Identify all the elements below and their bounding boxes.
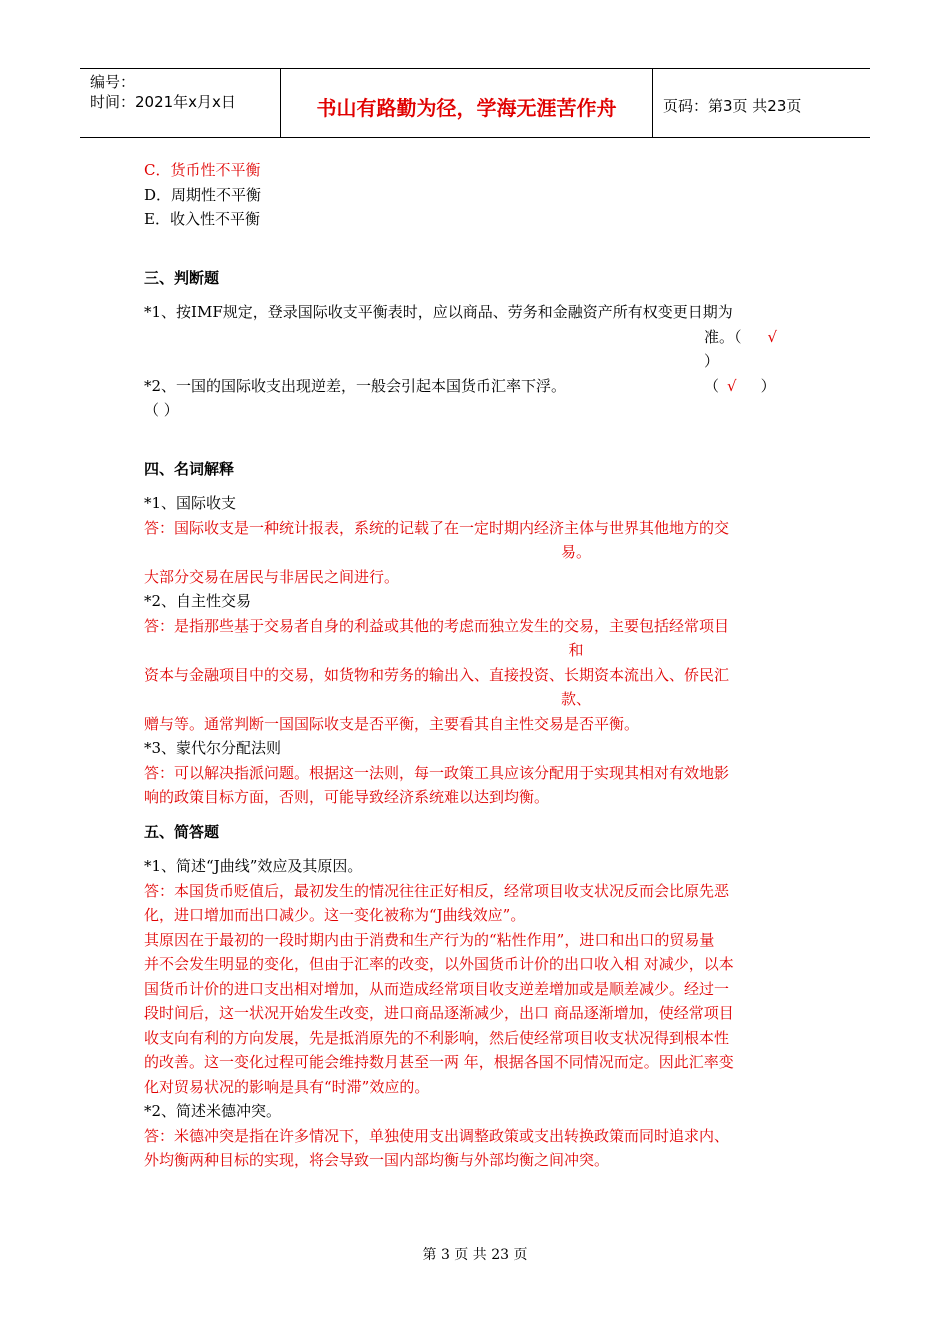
judgment-q1-answer <box>144 325 808 350</box>
short-q1-title: *1、简述“J曲线”效应及其原因。 <box>144 857 363 875</box>
judgment-q2-open: （ <box>704 376 720 395</box>
judgment-q1-check: √ <box>767 327 778 346</box>
judgment-q2-row <box>144 374 808 399</box>
term-q2-answer-wrap-2: 款、 <box>560 690 591 708</box>
judgment-q2-blank: （ ） <box>144 401 179 419</box>
judgment-q1: *1、按IMF规定，登录国际收支平衡表时，应以商品、劳务和金融资产所有权变更日期为 <box>144 303 733 321</box>
document-body <box>144 158 808 1173</box>
term-q1-answer-1: 答：国际收支是一种统计报表，系统的记载了在一定时期内经济主体与世界其他地方的交 <box>144 518 730 537</box>
judgment-q2-close: ） <box>760 376 776 395</box>
short-q1-line: 的改善。这一变化过程可能会维持数月甚至一两 年，根据各国不同情况而定。因此汇率变 <box>144 1053 734 1071</box>
judgment-q1-close: ） <box>704 352 720 370</box>
page-header <box>80 68 870 138</box>
choice-c: C．货币性不平衡 <box>144 161 261 179</box>
term-q2-answer-3: 赠与等。通常判断一国国际收支是否平衡，主要看其自主性交易是否平衡。 <box>144 714 640 733</box>
short-q1-line: 段时间后，这一状况开始发生改变，进口商品逐渐减少，出口 商品逐渐增加，使经常项目 <box>144 1004 734 1022</box>
header-page-info: 页码：第3页 共23页 <box>663 96 802 115</box>
term-q1-answer-2: 大部分交易在居民与非居民之间进行。 <box>144 567 400 586</box>
judgment-q1-tail: 准。（ <box>704 327 742 346</box>
short-q1-line: 答：本国货币贬值后，最初发生的情况往往正好相反，经常项目收支状况反而会比原先恶 <box>144 881 730 900</box>
judgment-q2-check: √ <box>727 376 737 395</box>
term-q2-answer-wrap-1: 和 <box>568 641 584 659</box>
short-q1-line: 其原因在于最初的一段时期内由于消费和生产行为的“粘性作用”，进口和出口的贸易量 <box>144 930 715 949</box>
short-q1-line: 国货币计价的进口支出相对增加，从而造成经常项目收支逆差增加或是顺差减少。经过一 <box>144 979 730 998</box>
section-title-short-answer: 五、简答题 <box>144 822 220 841</box>
document-time-label: 时间：2021年x月x日 <box>90 93 236 111</box>
term-q2-title: *2、自主性交易 <box>144 592 252 610</box>
short-q2-line: 外均衡两种目标的实现，将会导致一国内部均衡与外部均衡之间冲突。 <box>144 1151 610 1169</box>
term-q3-answer-1: 答：可以解决指派问题。根据这一法则，每一政策工具应该分配用于实现其相对有效地影 <box>144 763 730 782</box>
term-q1-title: *1、国际收支 <box>144 494 237 512</box>
page-footer: 第 3 页 共 23 页 <box>422 1247 528 1263</box>
header-meta <box>80 69 281 137</box>
short-q1-line: 收支向有利的方向发展，先是抵消原先的不利影响，然后使经常项目收支状况得到根本性 <box>144 1028 730 1047</box>
term-q1-answer-wrap: 易。 <box>560 543 591 561</box>
short-q1-line: 化对贸易状况的影响是具有“时滞”效应的。 <box>144 1077 430 1096</box>
term-q2-answer-1: 答：是指那些基于交易者自身的利益或其他的考虑而独立发生的交易，主要包括经常项目 <box>144 616 730 635</box>
short-q2-line: 答：米德冲突是指在许多情况下，单独使用支出调整政策或支出转换政策而同时追求内、 <box>144 1126 730 1145</box>
header-motto: 书山有路勤为径，学海无涯苦作舟 <box>281 69 653 137</box>
section-title-judgment: 三、判断题 <box>144 268 220 287</box>
document-number-label: 编号： <box>90 73 136 91</box>
short-q1-line: 化，进口增加而出口减少。这一变化被称为“J曲线效应”。 <box>144 906 526 924</box>
choice-d: D．周期性不平衡 <box>144 185 262 204</box>
term-q2-answer-2: 资本与金融项目中的交易，如货物和劳务的输出入、直接投资、长期资本流出入、侨民汇 <box>144 665 730 684</box>
term-q3-answer-2: 响的政策目标方面，否则，可能导致经济系统难以达到均衡。 <box>144 788 550 806</box>
section-title-terms: 四、名词解释 <box>144 459 235 478</box>
short-q1-line: 并不会发生明显的变化，但由于汇率的改变，以外国货币计价的出口收入相 对减少，以本 <box>144 955 734 973</box>
choice-e: E．收入性不平衡 <box>144 210 260 228</box>
term-q3-title: *3、蒙代尔分配法则 <box>144 739 282 757</box>
judgment-q2: *2、一国的国际收支出现逆差，一般会引起本国货币汇率下浮。 <box>144 376 567 395</box>
short-q2-title: *2、简述米德冲突。 <box>144 1102 282 1120</box>
